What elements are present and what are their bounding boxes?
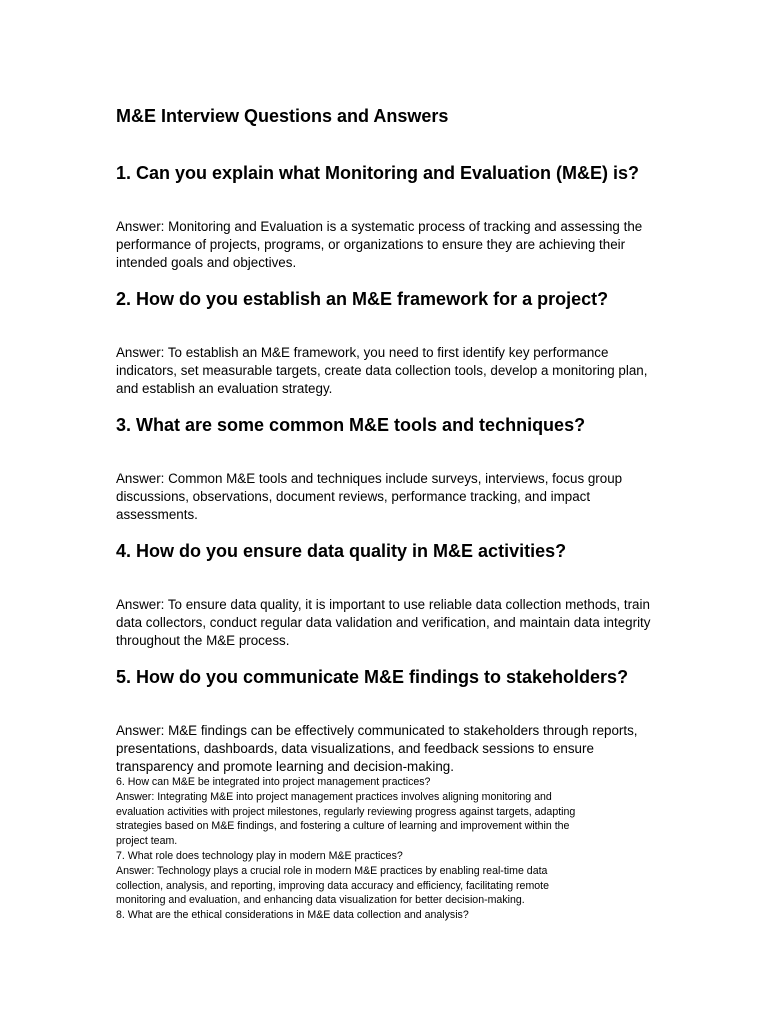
answer-4: Answer: To ensure data quality, it is important to use reliable data collection methods, train data collectors, conduct regular data validation and verification, and maintain data integrity throughout the M&E process. [116, 597, 651, 648]
question-7: 7. What role does technology play in modern M&E practices? [116, 849, 403, 862]
answer-6-line: Answer: Integrating M&E into project management practices involves aligning monitoring and [116, 790, 552, 803]
question-3: 3. What are some common M&E tools and techniques? [116, 415, 586, 435]
question-2: 2. How do you establish an M&E framework for a project? [116, 289, 609, 309]
question-1: 1. Can you explain what Monitoring and Evaluation (M&E) is? [116, 163, 640, 183]
answer-7-line: collection, analysis, and reporting, improving data accuracy and efficiency, facilitating remote [116, 879, 549, 892]
additional-qa-block [116, 775, 646, 923]
question-8: 8. What are the ethical considerations in M&E data collection and analysis? [116, 909, 469, 922]
answer-3: Answer: Common M&E tools and techniques include surveys, interviews, focus group discussions, observations, document reviews, performance tracking, and impact assessments. [116, 471, 623, 522]
answer-1: Answer: Monitoring and Evaluation is a systematic process of tracking and assessing the performance of projects, programs, or organizations to ensure they are achieving their intended goals and objectives. [116, 219, 643, 270]
question-4: 4. How do you ensure data quality in M&E activities? [116, 541, 567, 561]
question-5: 5. How do you communicate M&E findings to stakeholders? [116, 667, 629, 687]
answer-7-line: monitoring and evaluation, and enhancing data visualization for better decision-making. [116, 894, 525, 907]
answer-6-line: strategies based on M&E findings, and fostering a culture of learning and improvement within the [116, 820, 570, 833]
question-6: 6. How can M&E be integrated into project management practices? [116, 776, 431, 788]
answer-5: Answer: M&E findings can be effectively communicated to stakeholders through reports, presentations, dashboards, data visualizations, and feedback sessions to ensure transparency and promote learning and decision-making. [116, 723, 638, 774]
answer-2: Answer: To establish an M&E framework, you need to first identify key performance indicators, set measurable targets, create data collection tools, develop a monitoring plan, and establish an evaluation strategy. [116, 345, 648, 396]
answer-6-line: evaluation activities with project milestones, regularly reviewing progress against targets, adapting [116, 805, 576, 818]
answer-7-line: Answer: Technology plays a crucial role in modern M&E practices by enabling real-time data [116, 864, 548, 877]
answer-6-line: project team. [116, 835, 178, 848]
document-title: M&E Interview Questions and Answers [116, 106, 449, 126]
